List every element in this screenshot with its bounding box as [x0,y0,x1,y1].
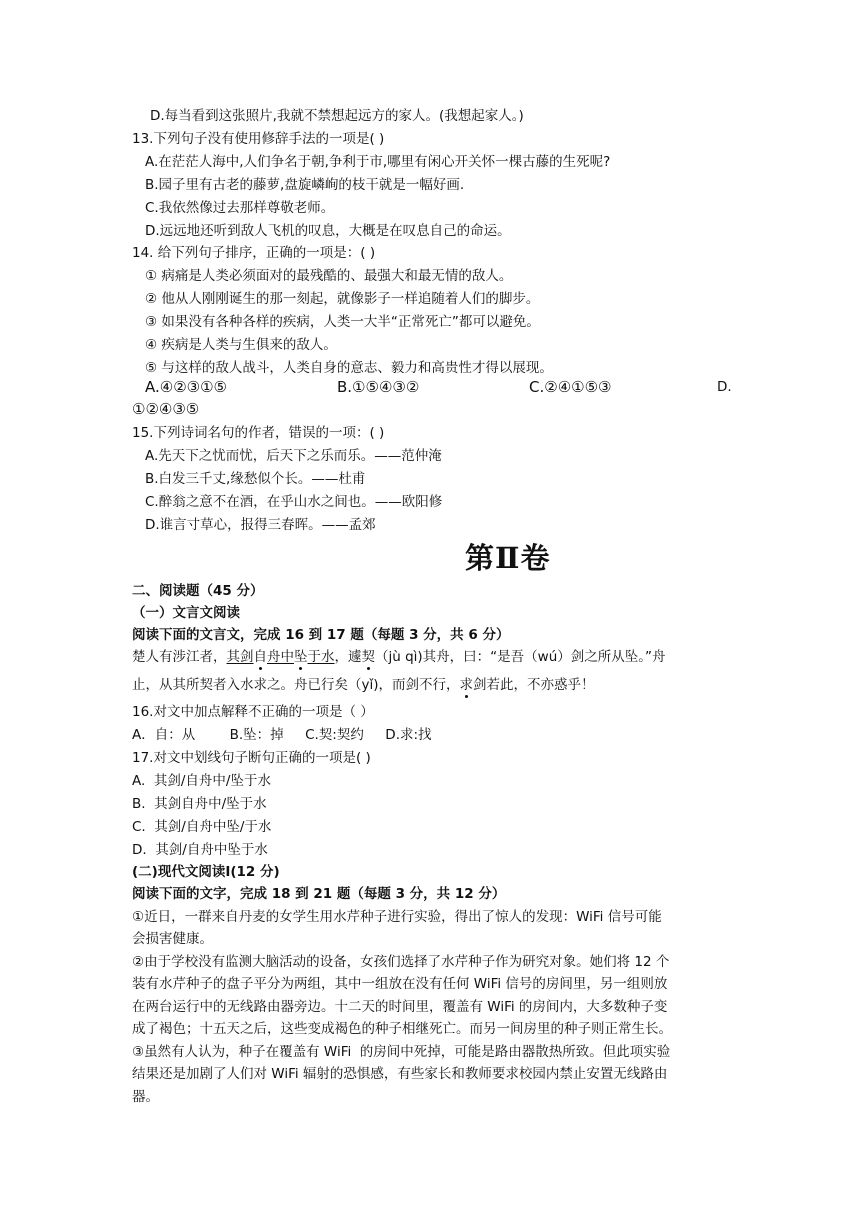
q14-stem: 14. 给下列句子排序，正确的一项是：( ) [132,245,376,261]
dotted-char-qi: 契 [361,649,375,665]
part-two-title: 第Ⅱ卷 [465,541,551,575]
q15-option-b: B.白发三千丈,缘愁似个长。——杜甫 [145,471,366,487]
modern-text-line: 结果还是加剧了人们对 WiFi 辐射的恐惧感，有些家长和教师要求校园内禁止安置无线路由 [132,1066,668,1082]
q17-stem: 17.对文中划线句子断句正确的一项是( ) [132,750,371,766]
q17-option-c: C. 其剑/自舟中坠/于水 [132,819,272,835]
q16-options: A．自：从 B.坠：掉 C.契:契约 D.求:找 [132,727,432,743]
classical-text-segment: 剑若此，不亦惑乎！ [473,677,595,693]
q17-option-a: A. 其剑/自舟中/坠于水 [132,773,271,789]
q14-option-a: A.④②③①⑤ [145,378,228,396]
q16-stem: 16.对文中加点解释不正确的一项是（ ） [132,704,374,720]
q14-option-b: B.①⑤④③② [337,378,420,396]
q14-sentence-3: ③ 如果没有各种各样的疾病，人类一大半“正常死亡”都可以避免。 [145,314,540,330]
dotted-char-zhui: 坠 [294,649,308,665]
q17-option-b: B. 其剑自舟中/坠于水 [132,796,267,812]
q13-option-b: B.园子里有古老的藤萝,盘旋嶙峋的枝干就是一幅好画. [145,177,465,193]
q15-option-a: A.先天下之忧而忧，后天下之乐而乐。——范仲淹 [145,448,442,464]
underlined-sentence [227,649,335,665]
classical-text-line-2 [132,676,595,694]
q14-sentence-1: ① 病痛是人类必须面对的最残酷的、最强大和最无情的敌人。 [145,268,513,284]
q15-option-d: D.谁言寸草心，报得三春晖。——孟郊 [145,517,376,533]
classical-text-segment: 止，从其所契者入水求之。舟已行矣（yǐ)，而剑不行， [132,677,460,693]
q14-sentence-2: ② 他从人刚刚诞生的那一刻起，就像影子一样追随着人们的脚步。 [145,291,540,307]
classical-text-line-1 [132,648,666,666]
reading-section-heading: 二、阅读题（45 分） [132,583,264,599]
q14-sentence-5: ⑤ 与这样的敌人战斗，人类自身的意志、毅力和高贵性才得以展现。 [145,360,553,376]
modern-reading-subheading: (二)现代文阅读Ⅰ(12 分) [132,864,280,880]
q13-option-a: A.在茫茫人海中,人们争名于朝,争利于市,哪里有闲心开关怀一棵古藤的生死呢? [145,154,611,170]
classical-text-segment: ，遽 [334,649,362,665]
q13-stem: 13.下列句子没有使用修辞手法的一项是( ) [132,131,385,147]
modern-text-line: 器。 [132,1089,159,1105]
dotted-char-qiu: 求 [459,677,474,693]
modern-text-line: ①近日，一群来自丹麦的女学生用水芹种子进行实验，得出了惊人的发现：WiFi 信号可能 [132,909,662,925]
q14-option-c: C.②④①⑤③ [529,378,612,396]
classical-reading-subheading: （一）文言文阅读 [132,605,240,621]
q15-stem: 15.下列诗词名句的作者，错误的一项：( ) [132,425,385,441]
q12-option-d: D.每当看到这张照片,我就不禁想起远方的家人。(我想起家人。) [150,108,524,124]
classical-text-segment: 楚人有涉江者， [132,649,227,665]
underlined-part: 舟中 [267,649,294,665]
modern-text-line: 成了褐色；十五天之后，这些变成褐色的种子相继死亡。而另一间房里的种子则正常生长。 [132,1021,672,1037]
classical-text-segment: （jù qì)其舟，曰：“是吾（wú）剑之所从坠。”舟 [375,649,666,665]
q13-option-d: D.远远地还听到敌人飞机的叹息，大概是在叹息自己的命运。 [145,223,511,239]
modern-text-line: 在两台运行中的无线路由器旁边。十二天的时间里，覆盖有 WiFi 的房间内，大多数种子变 [132,999,668,1015]
modern-text-line: 会损害健康。 [132,931,213,947]
q13-option-c: C.我依然像过去那样尊敬老师。 [145,200,335,216]
modern-text-line: 装有水芹种子的盘子平分为两组，其中一组放在没有任何 WiFi 信号的房间里，另一组则放 [132,976,668,992]
underlined-part: 于水 [307,649,335,665]
modern-reading-instruction: 阅读下面的文字，完成 18 到 21 题（每题 3 分，共 12 分） [132,886,506,902]
q14-option-d-value: ①②④③⑤ [132,400,200,418]
q14-option-d-label: D. [717,379,732,395]
q15-option-c: C.醉翁之意不在酒，在乎山水之间也。——欧阳修 [145,494,443,510]
q14-sentence-4: ④ 疾病是人类与生俱来的敌人。 [145,337,337,353]
classical-reading-instruction: 阅读下面的文言文，完成 16 到 17 题（每题 3 分，共 6 分） [132,627,510,643]
q17-option-d: D. 其剑/自舟中坠于水 [132,842,268,858]
underlined-part: 其剑 [226,649,254,665]
modern-text-line: ③虽然有人认为，种子在覆盖有 WiFi 的房间中死掉，可能是路由器散热所致。但此项实验 [132,1044,671,1060]
modern-text-line: ②由于学校没有监测大脑活动的设备，女孩们选择了水芹种子作为研究对象。她们将 12 个 [132,954,670,970]
dotted-char-zi: 自 [253,649,267,665]
